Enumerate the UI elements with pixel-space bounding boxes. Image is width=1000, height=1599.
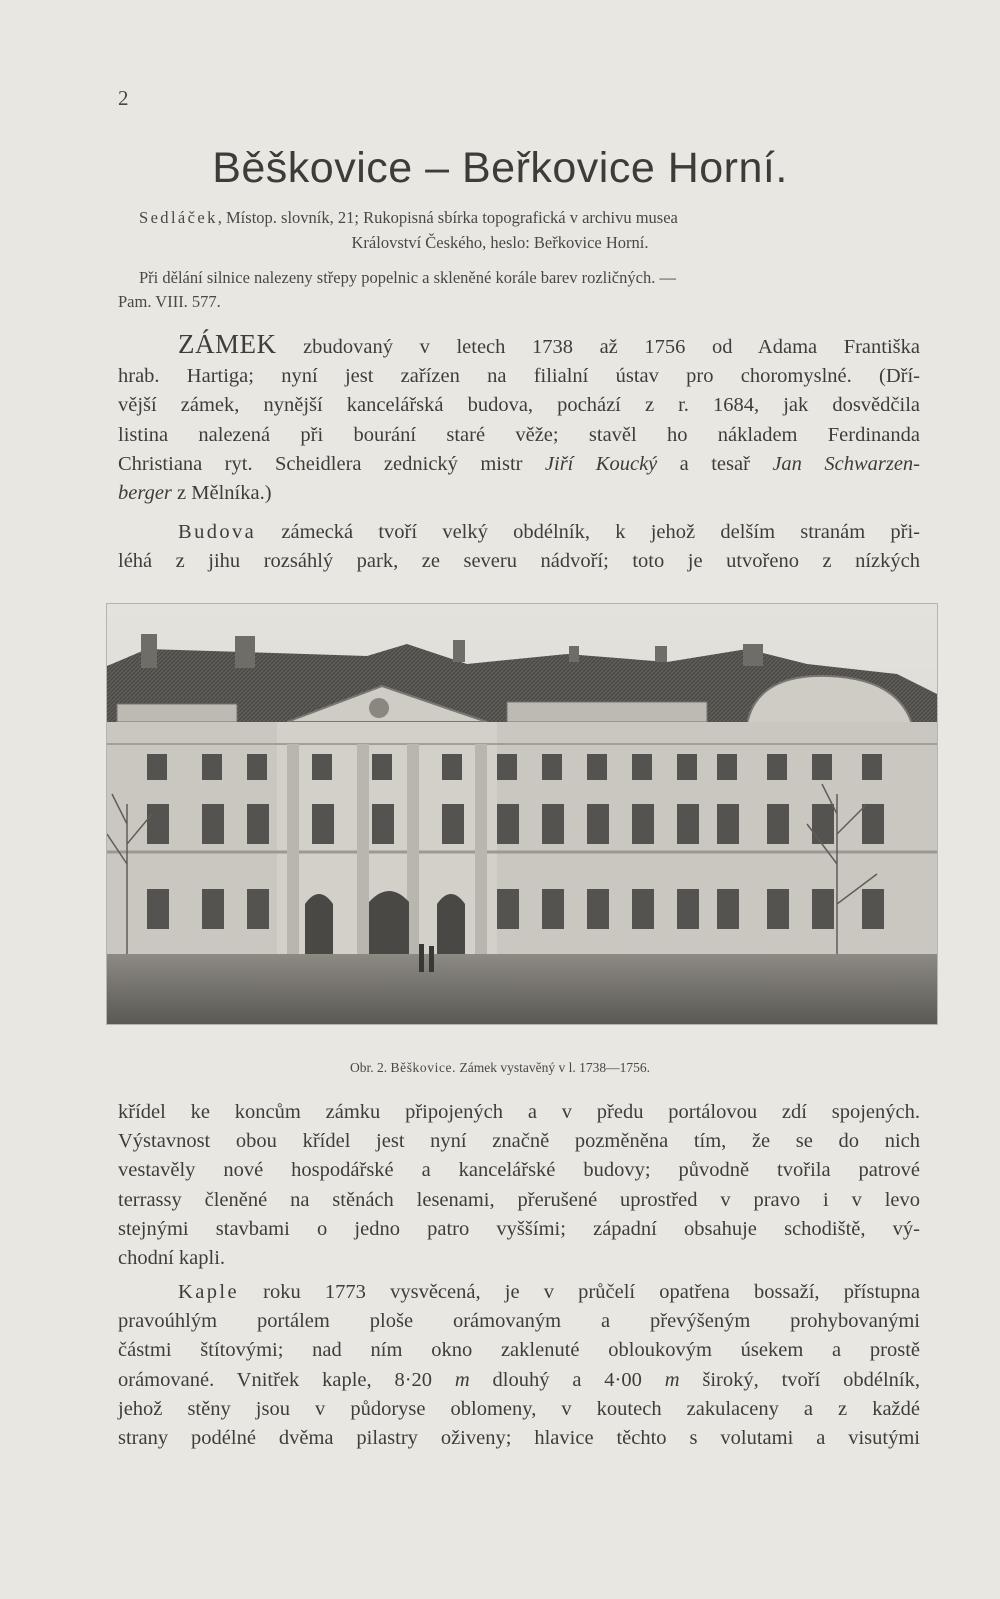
caption-place: Běškovice. <box>390 1060 457 1075</box>
text-line <box>118 518 920 547</box>
text-fragment: široký, tvoří obdélník, <box>679 1368 920 1391</box>
text-line <box>118 330 920 362</box>
name-italic: berger <box>118 482 172 505</box>
text-fragment: orámované. Vnitřek kaple, 8·20 <box>118 1368 455 1391</box>
text-line <box>118 479 920 508</box>
text-line: strany podélné dvěma pilastry oživeny; hlavice těchto s volutami a visutými <box>118 1427 920 1450</box>
spaced-lead-word: Kaple <box>178 1281 239 1303</box>
finds-line-2: Pam. VIII. 577. <box>118 292 221 311</box>
text-line: pravoúhlým portálem ploše orámovaným a převýšeným prohybovanými <box>118 1310 920 1333</box>
paragraph-kaple <box>118 1278 920 1453</box>
paragraph-zamek <box>118 330 920 508</box>
text-fragment: z Mělníka.) <box>171 482 272 505</box>
text-fragment: a tesař <box>657 452 773 475</box>
zamek-heading: ZÁMEK <box>178 329 277 359</box>
text-fragment: roku 1773 vysvěcená, je v průčelí opatřena bossaží, přístupna <box>238 1281 920 1303</box>
text-line <box>118 1278 920 1307</box>
caption-text: Zámek vystavěný v l. 1738—1756. <box>456 1060 650 1075</box>
text-fragment: zámecká tvoří velký obdélník, k jehož delším stranám při- <box>256 521 920 543</box>
text-fragment: dlouhý a 4·00 <box>469 1368 665 1391</box>
paragraph-budova <box>118 518 920 576</box>
text-line: listina nalezená při bourání staré věže; stavěl ho nákladem Ferdinanda <box>118 423 920 446</box>
text-line: léhá z jihu rozsáhlý park, ze severu nádvoří; toto je utvořeno z nízkých <box>118 550 920 573</box>
source-line-2: Království Českého, heslo: Beřkovice Horní. <box>351 233 649 252</box>
source-rest: , Místop. slovník, 21; Rukopisná sbírka topografická v archivu musea <box>217 208 678 227</box>
name-italic: Jiří Koucký <box>544 452 658 475</box>
text-fragment: zbudovaný v letech 1738 až 1756 od Adama Františka <box>276 336 920 358</box>
source-line-1 <box>139 208 678 228</box>
finds-line-1: Při dělání silnice nalezeny střepy popelnic a skleněné korále barev rozličných. — <box>139 268 676 287</box>
unit-italic: m <box>664 1368 680 1391</box>
unit-italic: m <box>454 1368 470 1391</box>
page-title: Běškovice – Beřkovice Horní. <box>212 144 788 192</box>
text-line: vestavěly nové hospodářské a kancelářské budovy; původně tvořila patrové <box>118 1159 920 1182</box>
spaced-lead-word: Budova <box>178 521 257 543</box>
text-line: chodní kapli. <box>118 1247 226 1270</box>
text-line: jehož stěny jsou v půdoryse oblomeny, v koutech zakulaceny a z každé <box>118 1397 920 1420</box>
page-number: 2 <box>118 86 129 110</box>
castle-illustration <box>107 604 937 1024</box>
text-line <box>118 450 920 479</box>
text-line: terrassy členěné na stěnách lesenami, přerušené uprostřed v pravo i v levo <box>118 1188 920 1211</box>
text-line: stejnými stavbami o jedno patro vyššími; západní obsahuje schodiště, vý- <box>118 1217 920 1240</box>
caption-label: Obr. 2. <box>350 1060 388 1075</box>
text-line: Výstavnost obou křídel jest nyní značně pozměněna tím, že se do nich <box>118 1130 920 1153</box>
name-italic: Jan Schwarzen- <box>772 452 920 475</box>
paragraph-kridla <box>118 1098 920 1273</box>
text-line: křídel ke koncům zámku připojených a v předu portálovou zdí spojených. <box>118 1101 920 1123</box>
figure-caption <box>0 1060 1000 1076</box>
text-line: vější zámek, nynější kancelářská budova, pochází z r. 1684, jak dosvědčila <box>118 394 920 417</box>
text-line: částmi štítovými; nad ním okno zaklenuté obloukovým úsekem a prostě <box>118 1339 920 1362</box>
source-author: Sedláček <box>139 208 218 227</box>
text-line: hrab. Hartiga; nyní jest zařízen na filialní ústav pro choromyslné. (Dří- <box>118 365 920 388</box>
text-line <box>118 1366 920 1395</box>
text-fragment: Christiana ryt. Scheidlera zednický mistr <box>118 452 545 475</box>
castle-photo <box>106 603 938 1025</box>
